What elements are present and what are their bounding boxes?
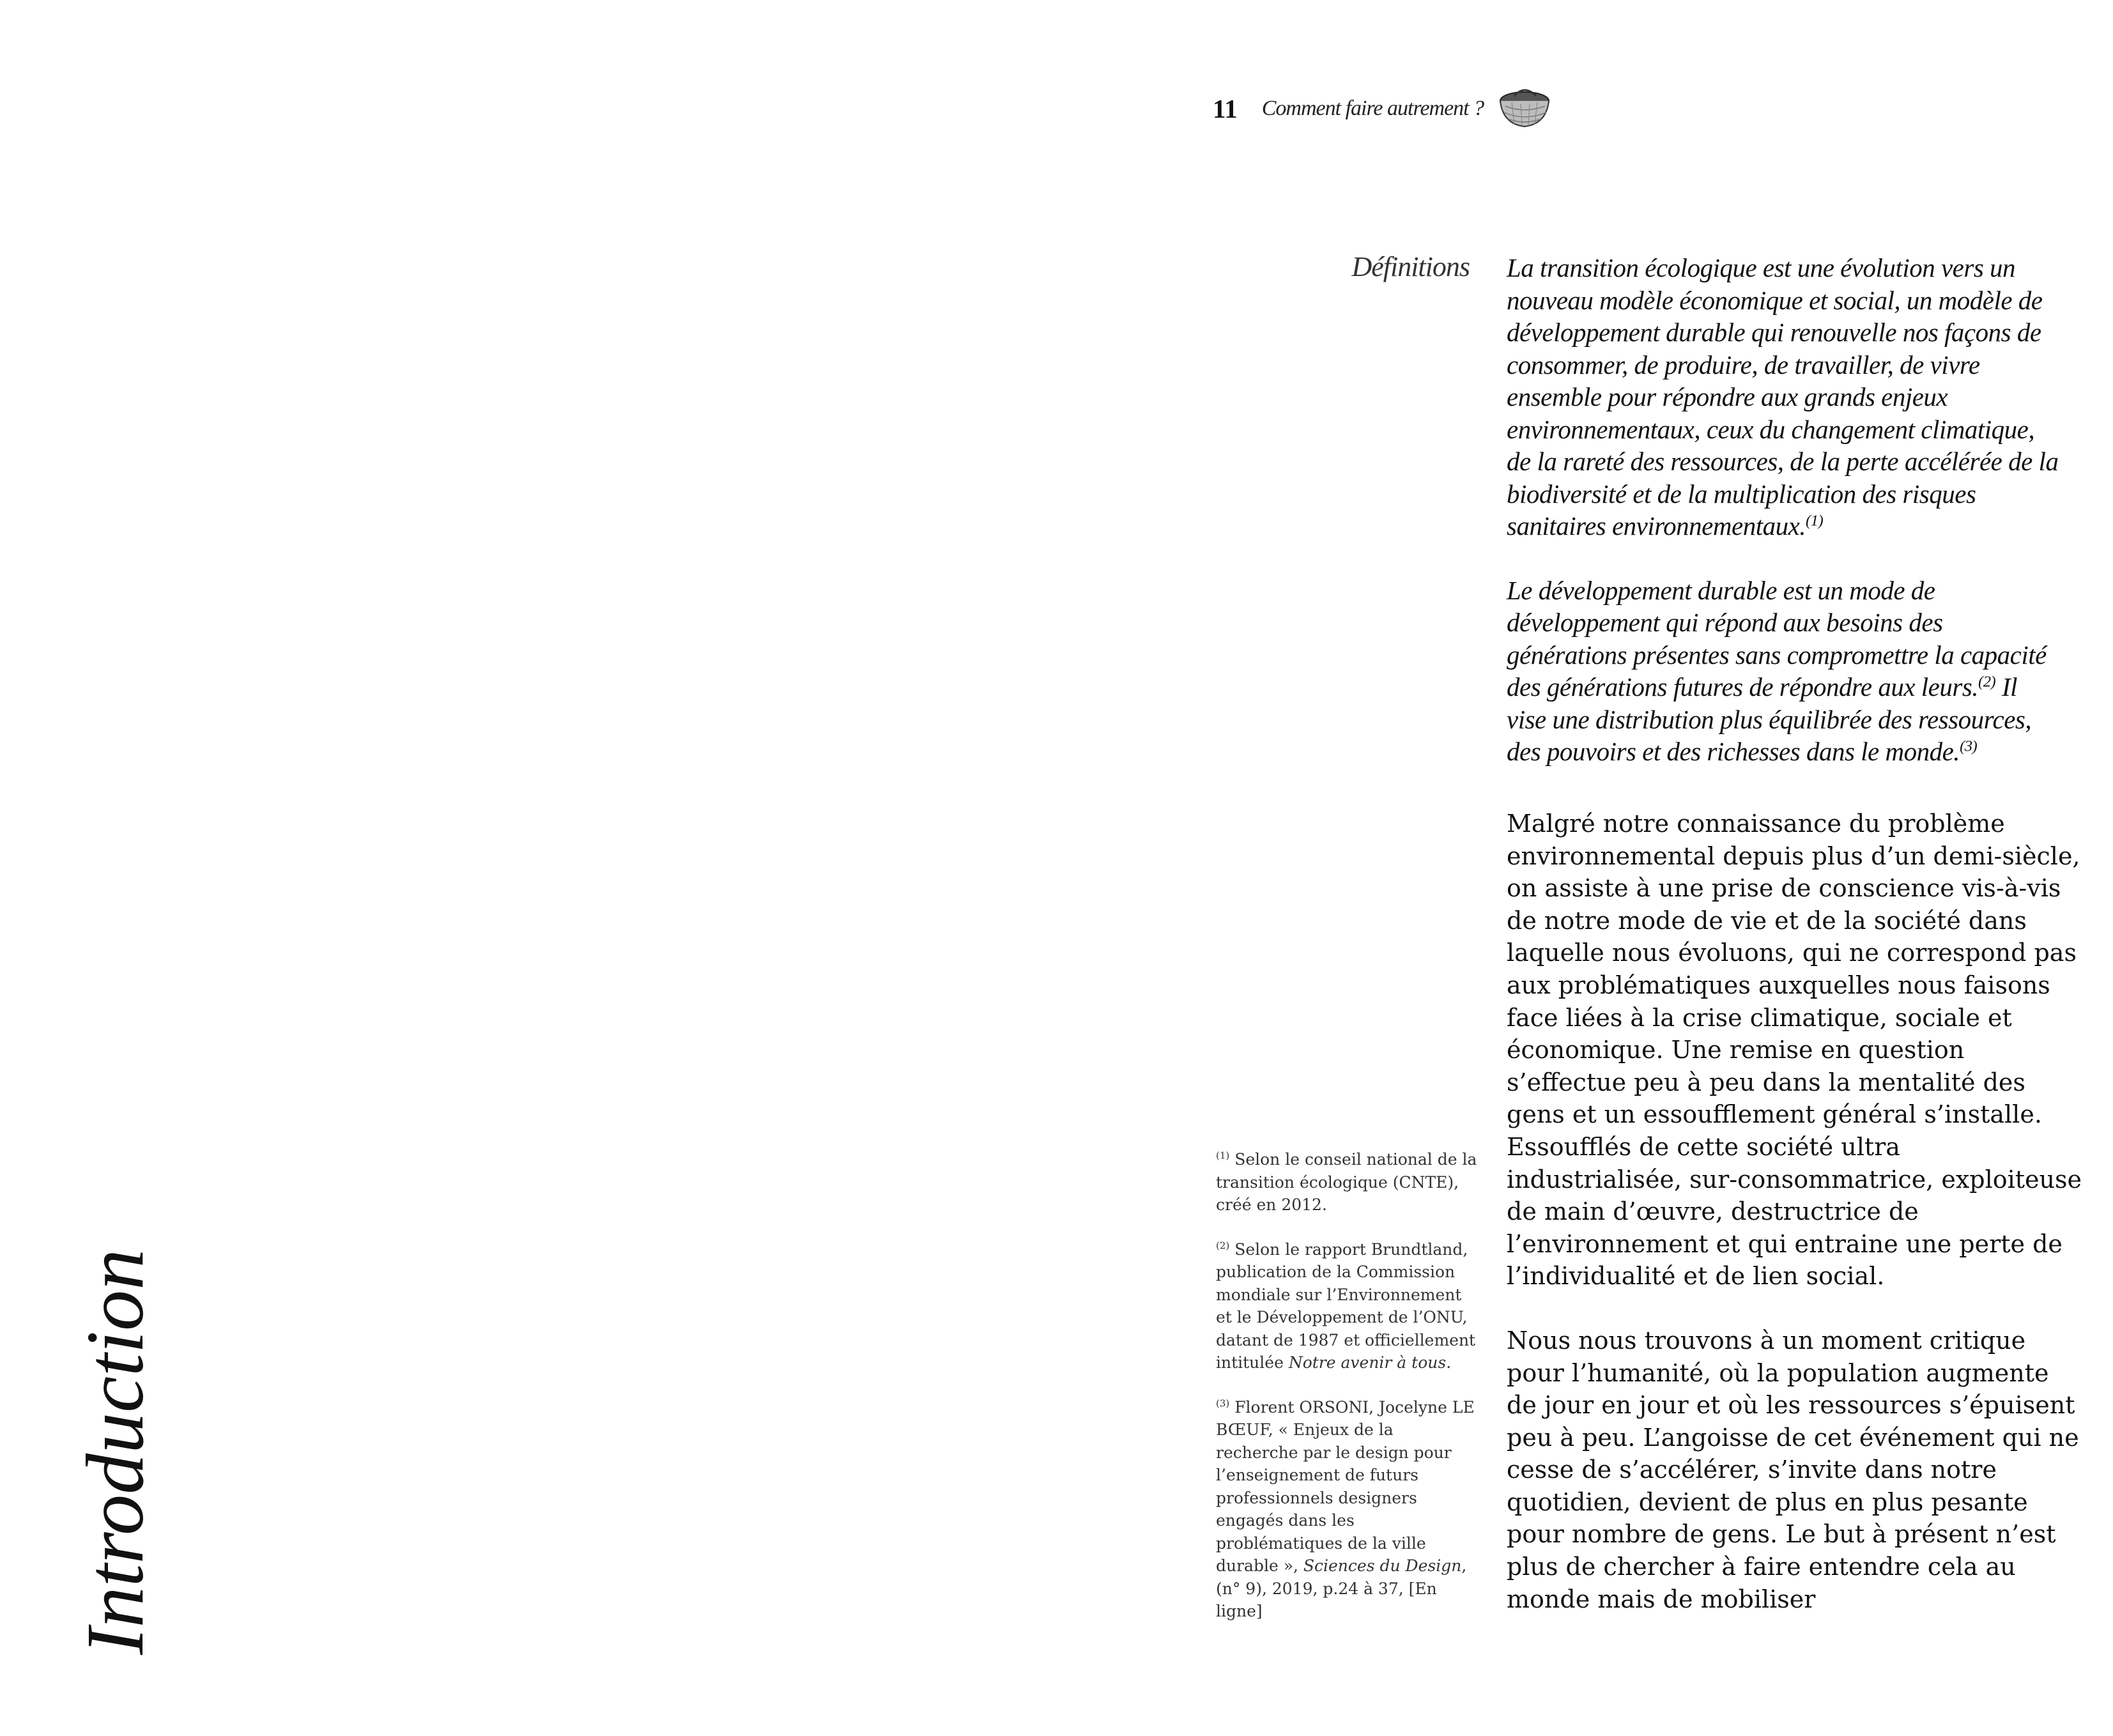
running-title: Comment faire autrement ? [1261, 96, 1484, 120]
body-paragraph: Malgré notre connaissance du problème environnemental depuis plus d’un demi-siècle, on assiste à une prise de conscience vis-à-vis de notre mode de vie et de la société dans laquelle nous évoluons, qui ne correspond pas aux problématiques auxquelles nous faisons face liées à la crise climatique, sociale et économique. Une remise en question s’effectue peu à peu dans la mentalité des gens et un essoufflement général s’installe. Essoufflés de cette société ultra industrialisée, sur-consommatrice, exploiteuse de main d’œuvre, destructrice de l’environnement et qui entraine une perte de l’individualité et de lien social. [1507, 810, 2082, 1291]
footnote-3: $^{(3)}$ Florent ORSONI, Jocelyne LE BŒUF, « Enjeux de la recherche par le design pour l’enseignement de futurs professionnels designers engagés dans les problématiques de la ville durable », Sciences du Design, (n° 9), 2019, p.24 à 37, [En ligne] [1216, 1397, 1475, 1620]
footnote-ref: (3) [1960, 737, 1978, 755]
section-title: Introduction [70, 1248, 160, 1655]
definitions-block [1507, 252, 2063, 800]
footnote-1: $^{(1)}$ Selon le conseil national de la transition écologique (CNTE), créé en 2012. [1216, 1149, 1477, 1214]
body-paragraph: Nous nous trouvons à un moment critique pour l’humanité, où la population augmente de jour en jour et où les ressources s’épuisent peu à peu. L’angoisse de cet événement qui ne cesse de s’accélérer, s’invite dans notre quotidien, devient de plus en plus pesante pour nombre de gens. Le but à présent n’est plus de chercher à faire entendre cela au monde mais de mobiliser [1507, 1326, 2079, 1613]
basket-icon [1495, 87, 1553, 130]
page-header [1213, 89, 1553, 128]
page-number: 11 [1213, 94, 1238, 123]
footnote-ref: (2) [1978, 673, 1996, 691]
definitions-label: Définitions [1351, 251, 1470, 282]
footnotes [1216, 1148, 1478, 1645]
footnote-ref: (1) [1806, 512, 1824, 530]
definition-sustainable-development: Le développement durable est un mode de développement qui répond aux besoins des générations présentes sans compromettre la capacité des générations futures de répondre aux leurs.$^{(2)}$ Il vise une distribution plus équilibrée des ressources, des pouvoirs et des richesses dans le monde.$^{(3)}$ [1507, 575, 2047, 766]
definition-ecological-transition: La transition écologique est une évolution vers un nouveau modèle économique et social, un modèle de développement durable qui renouvelle nos façons de consommer, de produire, de travailler, de vivre ensemble pour répondre aux grands enjeux environnementaux, ceux du changement climatique, de la rareté des ressources, de la perte accélérée de la biodiversité et de la multiplication des risques sanitaires environnementaux.$^{(1)}$ [1507, 253, 2059, 541]
body-text [1507, 808, 2082, 1647]
footnote-2: $^{(2)}$ Selon le rapport Brundtland, publication de la Commission mondiale sur l’Environnement et le Développement de l’ONU, datant de 1987 et officiellement intitulée Notre avenir à tous. [1216, 1240, 1476, 1372]
